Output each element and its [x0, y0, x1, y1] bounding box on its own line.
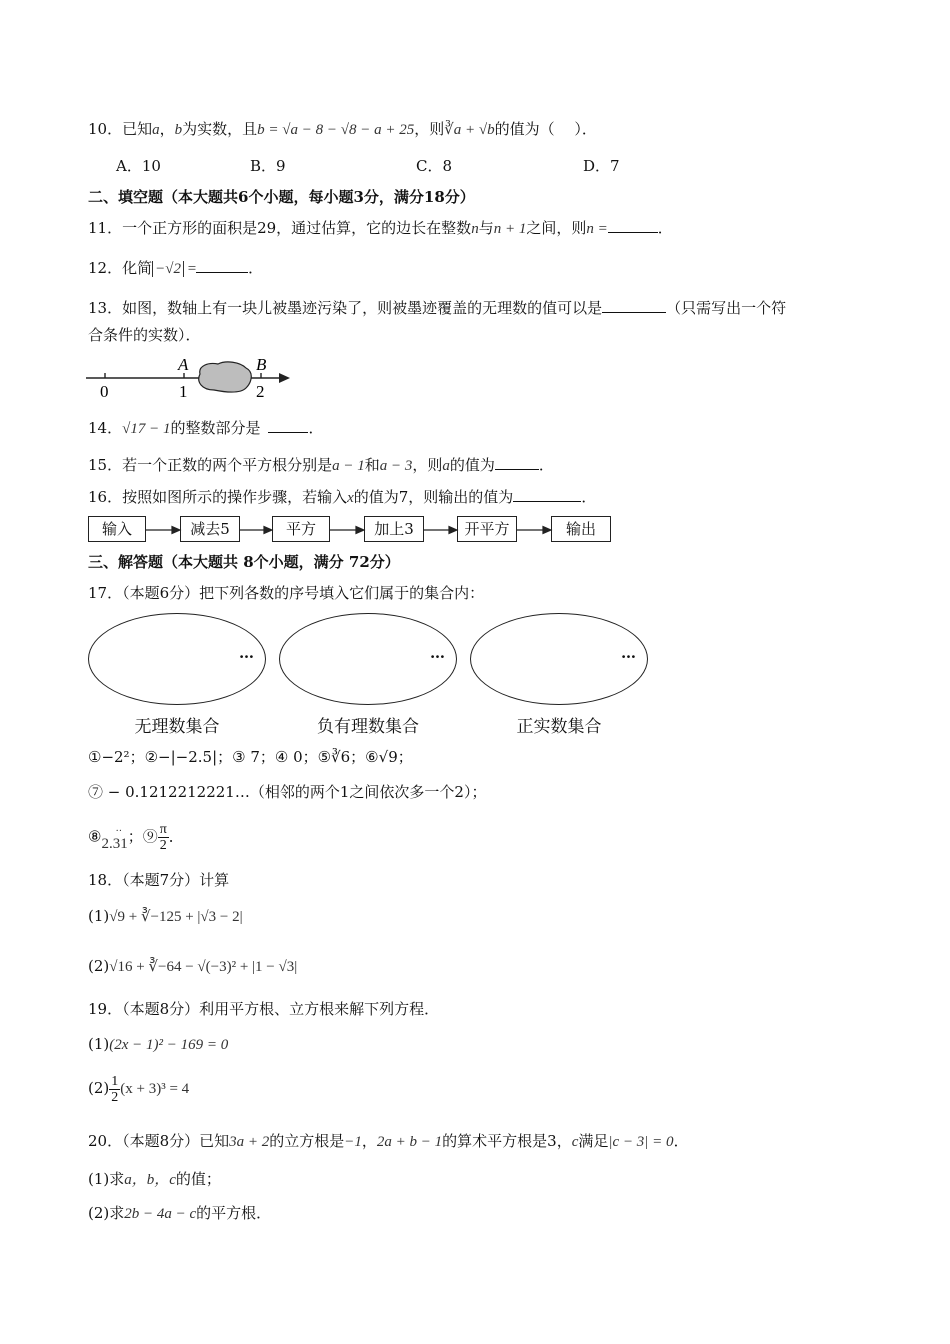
q20-part1 — [88, 1168, 221, 1191]
q14 — [88, 416, 323, 440]
section-2-heading: 二、填空题（本大题共6个小题，每小题3分，满分18分） — [88, 188, 475, 206]
q13-text-b: （只需写出一个符 — [666, 299, 787, 317]
flow-step-square: 平方 — [272, 516, 330, 542]
q19-p2-fraction — [109, 1074, 120, 1105]
q20-p2-expr: 2b − 4a − c — [124, 1206, 197, 1222]
q10-text-d: 的值为（ ）． — [494, 120, 597, 138]
q14-expr: √17 − 1 — [122, 421, 171, 437]
q10-sep: ， — [159, 120, 175, 138]
set-irrational-ellipse[interactable] — [88, 613, 266, 705]
q20-expr2: −1 — [344, 1134, 362, 1150]
q20-end: ． — [673, 1132, 689, 1150]
q19-p1-label: (1) — [88, 1035, 110, 1053]
q14-end: ． — [308, 419, 324, 437]
q11-text-b: 与 — [478, 219, 494, 237]
q20-p2-label: (2)求 — [88, 1204, 125, 1222]
label-two: 2 — [256, 382, 265, 401]
q11-n: n — [471, 221, 479, 237]
q15-var: a — [442, 458, 450, 474]
q12-expr: −√2 — [152, 261, 184, 277]
q20-stem — [88, 1130, 689, 1153]
flow-step-minus5: 减去5 — [180, 516, 240, 542]
q15-end: ． — [538, 456, 554, 474]
q12-eq: = — [183, 261, 197, 277]
q15 — [88, 453, 554, 477]
set-irrational-dots: … — [239, 644, 253, 662]
q20-p1-text: 的值； — [175, 1170, 221, 1188]
flow-step-plus3: 加上3 — [364, 516, 424, 542]
q19-p2-expr: (x + 3)³ = 4 — [120, 1081, 190, 1097]
q10-option-b: B．9 — [250, 157, 286, 175]
q10-stem — [88, 118, 597, 141]
q10-expr2: ∛a + √b — [444, 122, 495, 138]
q16-text-b: 的值为7，则输出的值为 — [353, 488, 514, 506]
denominator: 2 — [111, 1089, 119, 1105]
q14-text: 的整数部分是 — [170, 419, 261, 437]
q20-var-c: c — [571, 1134, 579, 1150]
label-zero: 0 — [100, 382, 109, 401]
q20-expr5: |c − 3| = 0 — [608, 1134, 674, 1150]
flow-arrows — [0, 520, 620, 540]
q20-expr1: 3a + 2 — [229, 1134, 270, 1150]
q20-expr3: 2a + b − 1 — [376, 1134, 443, 1150]
q17-items-line1: ①−2²；②−|−2.5|；③ 7；④ 0；⑤∛6；⑥√9； — [88, 748, 413, 766]
q15-text-d: 的值为 — [449, 456, 495, 474]
q17-items-line3 — [88, 822, 184, 858]
q15-answer-blank[interactable] — [495, 453, 539, 470]
q18-part2 — [88, 955, 297, 978]
number-line-figure — [84, 350, 304, 402]
set-negative-rational-ellipse[interactable] — [279, 613, 457, 705]
q15-expr1: a − 1 — [332, 458, 365, 474]
q18-p1-expr: √9 + ∛−125 + |√3 − 2| — [109, 909, 243, 925]
set-positive-real-ellipse[interactable] — [470, 613, 648, 705]
q10-text-c: ，则 — [414, 120, 445, 138]
q11-answer-blank[interactable] — [608, 216, 658, 233]
q12-text: 12．化简 — [88, 259, 153, 277]
ink-blot — [199, 362, 252, 392]
q11-n-eq: n = — [586, 221, 608, 237]
q20-text-b: 的立方根是 — [269, 1132, 345, 1150]
set-label-negative-rational: 负有理数集合 — [317, 717, 419, 737]
q17-end: ． — [168, 827, 184, 846]
q10-var-a: a — [152, 122, 160, 138]
q17-item8-value: 2.31 — [101, 835, 128, 852]
label-A: A — [178, 355, 189, 374]
denominator: 2 — [159, 838, 167, 853]
q20-p1-vars: a，b，c — [124, 1172, 176, 1188]
q10-text-b: 为实数，且 — [182, 120, 258, 138]
q11-n-plus-1: n + 1 — [493, 221, 527, 237]
q10-var-b: b — [174, 122, 183, 138]
number-line-arrow — [279, 373, 290, 383]
q10-text: 10．已知 — [88, 120, 153, 138]
q19-p2-label: (2) — [88, 1079, 110, 1097]
q15-text-c: ，则 — [412, 456, 443, 474]
q17-stem: 17．（本题6分）把下列各数的序号填入它们属于的集合内： — [88, 584, 485, 602]
q15-expr2: a − 3 — [379, 458, 413, 474]
q16 — [88, 485, 596, 509]
flow-step-sqrt: 开平方 — [457, 516, 517, 542]
q18-p1-label: (1) — [88, 907, 110, 925]
label-one: 1 — [179, 382, 188, 401]
q13-line2: 合条件的实数）． — [88, 326, 201, 344]
set-label-irrational: 无理数集合 — [134, 717, 220, 737]
q13-answer-blank[interactable] — [602, 296, 666, 313]
q18-stem: 18．（本题7分）计算 — [88, 871, 230, 889]
q12-end: ． — [248, 259, 264, 277]
q11-end: ． — [657, 219, 673, 237]
q19-p1-expr: (2x − 1)² − 169 = 0 — [109, 1037, 229, 1053]
q20-text-d: 的算术平方根是3， — [442, 1132, 572, 1150]
q12 — [88, 256, 263, 280]
q18-p2-label: (2) — [88, 957, 110, 975]
q17-item9-fraction — [158, 822, 169, 853]
q10-option-c: C．8 — [416, 157, 453, 175]
q11 — [88, 216, 673, 240]
q20-text: 20．（本题8分）已知 — [88, 1132, 230, 1150]
q17-items-line2: ⑦ − 0.1212212221…（相邻的两个1之间依次多一个2）； — [88, 783, 487, 801]
set-label-positive-real: 正实数集合 — [516, 717, 602, 737]
set-positive-real-dots: … — [621, 644, 635, 662]
q17-item8-marker: ⑧ — [88, 827, 102, 846]
q16-answer-blank[interactable] — [513, 485, 581, 502]
q16-var: x — [347, 490, 354, 506]
pi-numerator: π — [159, 822, 167, 837]
q10-option-d: D．7 — [583, 157, 620, 175]
q14-num: 14． — [88, 419, 123, 437]
q13-text: 13．如图，数轴上有一块儿被墨迹污染了，则被墨迹覆盖的无理数的值可以是 — [88, 299, 603, 317]
q15-text-b: 和 — [364, 456, 380, 474]
q17-item9-marker: ；⑨ — [127, 827, 158, 846]
q11-text-c: 之间，则 — [526, 219, 587, 237]
q13-line1 — [88, 296, 786, 319]
q10-expr1: b = √a − 8 − √8 − a + 25 — [257, 122, 415, 138]
q19-stem: 19．（本题8分）利用平方根、立方根来解下列方程． — [88, 1000, 440, 1018]
label-B: B — [256, 355, 267, 374]
q19-part2 — [88, 1070, 189, 1107]
q20-sep: ， — [361, 1132, 377, 1150]
q16-end: ． — [581, 488, 597, 506]
q20-part2 — [88, 1202, 271, 1225]
q15-text: 15．若一个正数的两个平方根分别是 — [88, 456, 333, 474]
flow-step-output: 输出 — [551, 516, 611, 542]
set-negative-rational-dots: … — [430, 644, 444, 662]
q20-text-e: 满足 — [578, 1132, 609, 1150]
numerator: 1 — [111, 1073, 119, 1089]
q20-p2-text: 的平方根． — [196, 1204, 272, 1222]
q18-p2-expr: √16 + ∛−64 − √(−3)² + |1 − √3| — [109, 959, 298, 975]
repeating-dots: ·· — [115, 825, 123, 837]
q14-answer-blank[interactable] — [268, 416, 308, 433]
q16-text: 16．按照如图所示的操作步骤，若输入 — [88, 488, 348, 506]
section-3-heading: 三、解答题（本大题共 8个小题，满分 72分） — [88, 553, 400, 571]
q10-option-a: A．10 — [116, 157, 161, 175]
q20-p1-label: (1)求 — [88, 1170, 125, 1188]
q19-part1 — [88, 1033, 228, 1056]
q11-text: 11．一个正方形的面积是29，通过估算，它的边长在整数 — [88, 219, 472, 237]
q12-answer-blank[interactable] — [196, 256, 248, 273]
flow-step-input: 输入 — [88, 516, 146, 542]
q18-part1 — [88, 905, 243, 928]
